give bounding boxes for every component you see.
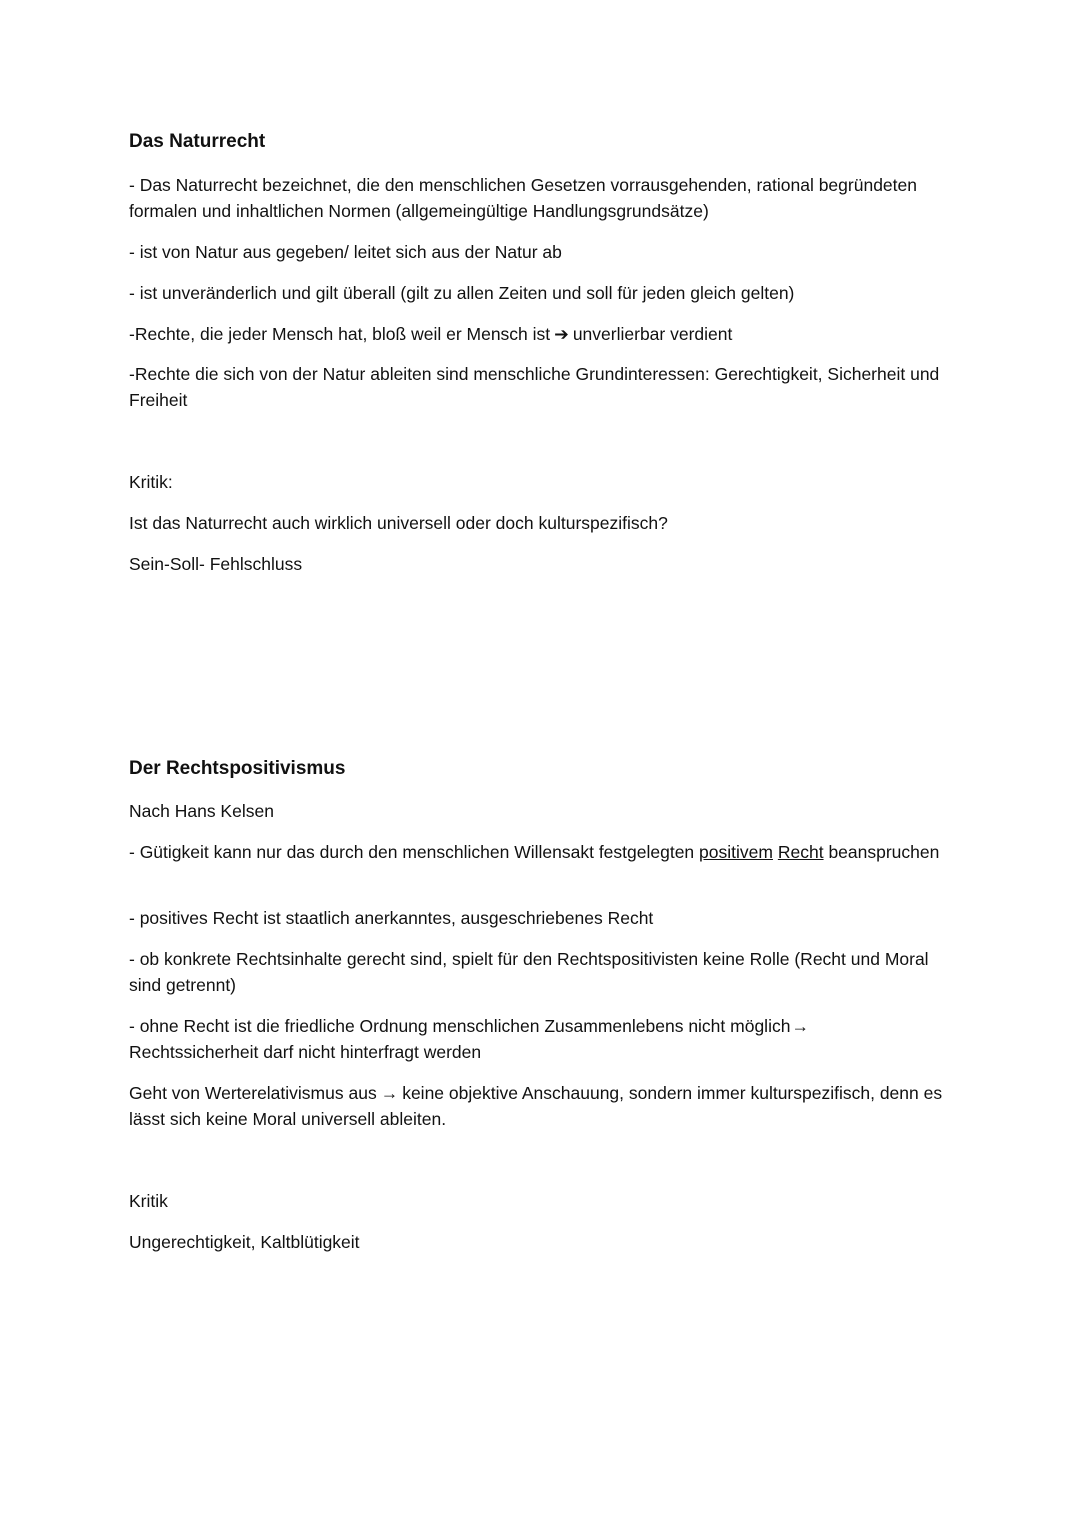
rechtspositivismus-point-rechtsinhalte: - ob konkrete Rechtsinhalte gerecht sind, spielt für den Rechtspositivisten keine Rolle (Recht und Moral sind getrennt) — [129, 949, 929, 995]
rechtspositivismus-point-positives-recht: - positives Recht ist staatlich anerkanntes, ausgeschriebenes Recht — [129, 908, 654, 928]
arrow-right-icon: → — [791, 1016, 809, 1036]
rechtspositivismus-critique-points: Ungerechtigkeit, Kaltblütigkeit — [129, 1232, 360, 1252]
naturrecht-point-natur: - ist von Natur aus gegeben/ leitet sich aus der Natur ab — [129, 242, 562, 262]
naturrecht-rechte-result: unverlierbar verdient — [572, 324, 733, 344]
ordnung-text: - ohne Recht ist die friedliche Ordnung menschlichen Zusammenlebens nicht möglich — [129, 1016, 791, 1036]
naturrecht-rechte-text: -Rechte, die jeder Mensch hat, bloß weil er Mensch ist — [129, 324, 551, 344]
rechtspositivismus-point-guetigkeit — [129, 839, 959, 865]
naturrecht-critique-question: Ist das Naturrecht auch wirklich universell oder doch kulturspezifisch? — [129, 513, 668, 533]
naturrecht-definition: - Das Naturrecht bezeichnet, die den menschlichen Gesetzen vorrausgehenden, rational begründeten formalen und inhaltlichen Normen (allgemeingültige Handlungsgrundsätze) — [129, 175, 917, 221]
rechtspositivismus-critique-label: Kritik — [129, 1191, 168, 1211]
underlined-recht: Recht — [777, 842, 824, 862]
arrow-right-icon: ➔ — [554, 324, 569, 344]
naturrecht-point-rechte — [129, 321, 959, 347]
rechtspositivismus-point-ordnung — [129, 1013, 959, 1065]
naturrecht-critique-label: Kritik: — [129, 472, 173, 492]
naturrecht-point-unveraenderlich: - ist unveränderlich und gilt überall (gilt zu allen Zeiten und soll für jeden gleich gelten) — [129, 283, 795, 303]
werterelativismus-result: keine objektive Anschauung, sondern immer kulturspezifisch, denn es lässt sich keine Moral universell ableiten. — [129, 1083, 943, 1129]
guetigkeit-end: beanspruchen — [828, 842, 940, 862]
naturrecht-critique-fehlschluss: Sein-Soll- Fehlschluss — [129, 554, 303, 574]
naturrecht-point-grundinteressen: -Rechte die sich von der Natur ableiten sind menschliche Grundinteressen: Gerechtigkeit, Sicherheit und Freiheit — [129, 364, 940, 410]
arrow-right-icon: → — [380, 1083, 399, 1103]
werterelativismus-text: Geht von Werterelativismus aus — [129, 1083, 377, 1103]
section-title-naturrecht: Das Naturrecht — [129, 131, 266, 152]
section-title-rechtspositivismus: Der Rechtspositivismus — [129, 758, 346, 779]
document-page — [129, 0, 969, 1527]
ordnung-result: Rechtssicherheit darf nicht hinterfragt werden — [129, 1042, 482, 1062]
guetigkeit-text: - Gütigkeit kann nur das durch den menschlichen Willensakt festgelegten — [129, 842, 695, 862]
rechtspositivismus-author: Nach Hans Kelsen — [129, 801, 274, 821]
underlined-positivem: positivem — [699, 842, 773, 862]
rechtspositivismus-werterelativismus — [129, 1080, 959, 1132]
